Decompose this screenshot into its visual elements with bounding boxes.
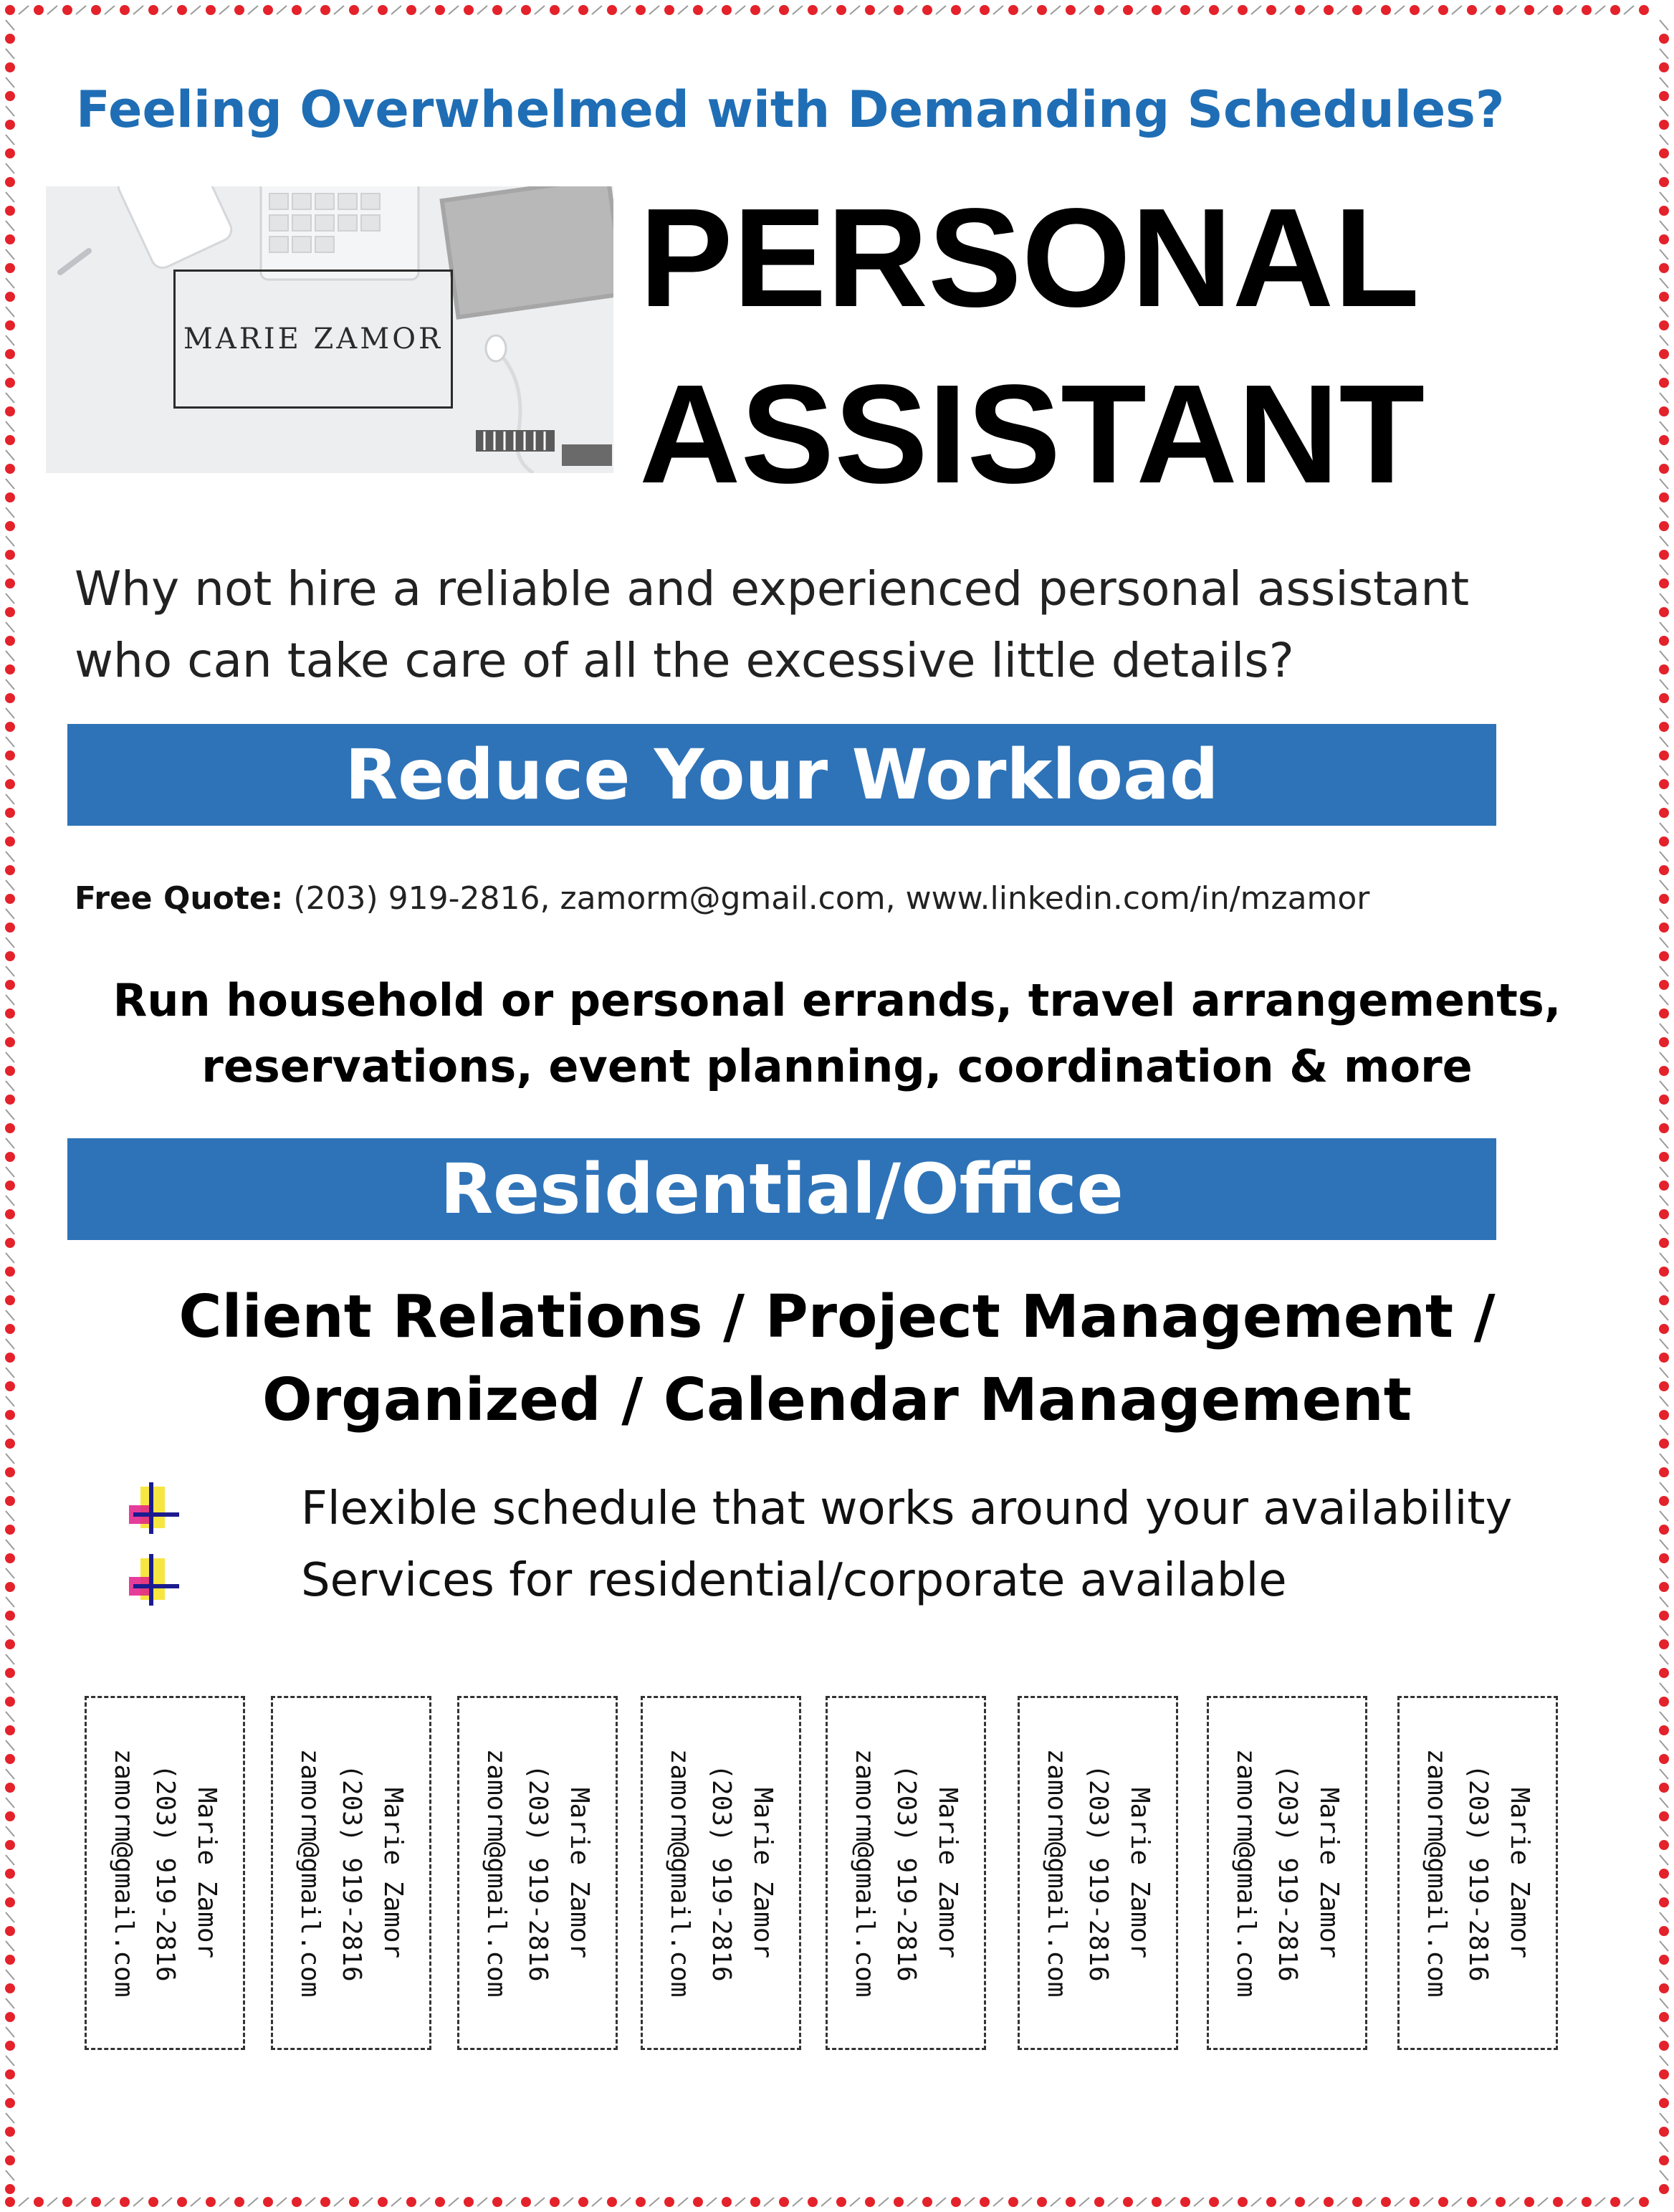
tab-phone: (203) 919-2816 [1084,1764,1113,1982]
tab-phone: (203) 919-2816 [523,1764,553,1982]
tab-name: Marie Zamor [565,1787,594,1959]
tear-off-tab[interactable] [1018,1696,1178,2050]
services-line-2: reservations, event planning, coordination & more [201,1040,1473,1092]
services-text [0,968,1674,1100]
free-quote-details: (203) 919-2816, zamorm@gmail.com, www.linkedin.com/in/mzamor [283,880,1370,917]
tab-email: zamorm@gmail.com [109,1748,138,1998]
skills-line-1: Client Relations / Project Management / [178,1283,1496,1351]
bullet-cross-icon [123,1548,188,1613]
bullet-cross-icon [123,1477,188,1541]
intro-text [75,553,1651,697]
bullet-item [123,1548,1287,1613]
headline: Feeling Overwhelmed with Demanding Schedules? [76,80,1505,139]
bullet-item [123,1477,1513,1541]
title-line-1: PERSONAL [639,179,1420,336]
residential-office-banner: Residential/Office [67,1138,1496,1240]
tab-phone: (203) 919-2816 [1273,1764,1302,1982]
tab-phone: (203) 919-2816 [337,1764,366,1982]
free-quote-label: Free Quote: [75,880,284,917]
tab-email: zamorm@gmail.com [1422,1748,1451,1998]
tear-off-tab[interactable] [1397,1696,1558,2050]
tear-off-tab[interactable] [641,1696,801,2050]
tab-phone: (203) 919-2816 [1463,1764,1493,1982]
services-line-1: Run household or personal errands, travel arrangements, [113,974,1561,1026]
title-line-2: ASSISTANT [639,356,1425,513]
bullet-text: Flexible schedule that works around your availability [301,1482,1513,1535]
tab-name: Marie Zamor [933,1787,962,1959]
tear-off-tab[interactable] [271,1696,431,2050]
tear-off-tab[interactable] [1207,1696,1367,2050]
free-quote-line [75,880,1369,917]
tab-phone: (203) 919-2816 [150,1764,180,1982]
tab-phone: (203) 919-2816 [707,1764,736,1982]
tab-email: zamorm@gmail.com [295,1748,325,1998]
tear-off-tab[interactable] [457,1696,618,2050]
intro-line-1: Why not hire a reliable and experienced personal assistant [75,561,1470,616]
tab-email: zamorm@gmail.com [1042,1748,1071,1998]
brand-label: MARIE ZAMOR [173,270,453,409]
tab-name: Marie Zamor [1125,1787,1154,1959]
tab-name: Marie Zamor [1314,1787,1344,1959]
tab-name: Marie Zamor [192,1787,221,1959]
tab-name: Marie Zamor [748,1787,778,1959]
intro-line-2: who can take care of all the excessive little details? [75,633,1294,688]
tab-email: zamorm@gmail.com [665,1748,694,1998]
tear-off-tabs [0,1696,1674,2054]
tab-phone: (203) 919-2816 [891,1764,921,1982]
tear-off-tab[interactable] [85,1696,245,2050]
tab-email: zamorm@gmail.com [482,1748,511,1998]
bullet-text: Services for residential/corporate available [301,1554,1287,1607]
tab-name: Marie Zamor [378,1787,408,1959]
tab-email: zamorm@gmail.com [850,1748,879,1998]
tab-name: Marie Zamor [1505,1787,1534,1959]
skills-line-2: Organized / Calendar Management [262,1366,1412,1434]
desk-photo [46,186,613,473]
reduce-workload-banner: Reduce Your Workload [67,724,1496,826]
tab-email: zamorm@gmail.com [1231,1748,1261,1998]
skills-text [0,1276,1674,1442]
tear-off-tab[interactable] [826,1696,986,2050]
